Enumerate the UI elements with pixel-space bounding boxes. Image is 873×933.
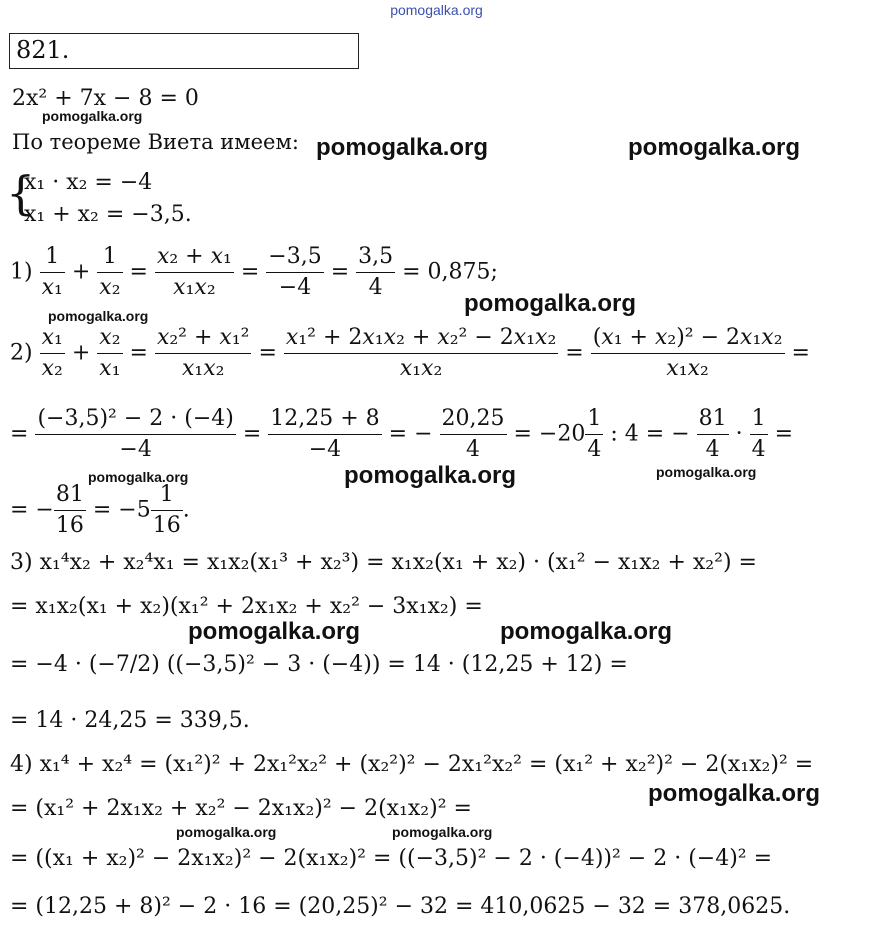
part1-expression: 1) $\frac{1}{\text{x₁}}$ + $\frac{1}{\text{x₂}}$ = $\frac{\text{x₂ + x₁}}{\text{x₁x₂}}$ = $\frac{-3,5}{-4}$ = $\frac{3,5}{4}$ = 0,875; (10, 244, 498, 300)
watermark: pomogalka.org (464, 290, 637, 317)
watermark: pomogalka.org (88, 469, 189, 485)
watermark: pomogalka.org (176, 824, 277, 840)
watermark: pomogalka.org (344, 462, 517, 489)
watermark: pomogalka.org (628, 134, 801, 161)
system-brace: { (6, 166, 36, 220)
system-eq-1: x₁ · x₂ = −4 (24, 170, 153, 195)
part4-line1: 4) x₁⁴ + x₂⁴ = (x₁²)² + 2x₁²x₂² + (x₂²)² − 2x₁²x₂² = (x₁² + x₂²)² − 2(x₁x₂)² = (10, 752, 814, 777)
site-watermark-top: pomogalka.org (390, 2, 483, 18)
part4-line2: = (x₁² + 2x₁x₂ + x₂² − 2x₁x₂)² − 2(x₁x₂)² = (10, 796, 472, 821)
watermark: pomogalka.org (48, 308, 149, 324)
part2-line1: 2) $\frac{\text{x₁}}{\text{x₂}}$ + $\frac{\text{x₂}}{\text{x₁}}$ = $\frac{\text{x₂² + x₁²}}{\text{x₁x₂}}$ = $\frac{\text{x₁² + 2x₁x₂ + x₂² − 2x₁x₂}}{\text{x₁x₂}}$ = $\frac{\text{(x₁ + x₂)² − 2x₁x₂}}{\text{x₁x₂}}$ = (10, 325, 810, 381)
watermark: pomogalka.org (188, 618, 361, 645)
problem-number: 821. (16, 36, 70, 64)
part3-line1: 3) x₁⁴x₂ + x₂⁴x₁ = x₁x₂(x₁³ + x₂³) = x₁x₂(x₁ + x₂) · (x₁² − x₁x₂ + x₂²) = (10, 550, 757, 575)
watermark: pomogalka.org (42, 108, 143, 124)
equation: 2x² + 7x − 8 = 0 (12, 86, 199, 111)
part4-line4: = (12,25 + 8)² − 2 · 16 = (20,25)² − 32 = 410,0625 − 32 = 378,0625. (10, 894, 791, 919)
part2-line2: = $\frac{\text{(−3,5)² − 2 · (−4)}}{-4}$ = $\frac{12,25 + 8}{-4}$ = − $\frac{20,25}{4}$ = −20 $\frac{1}{4}$ : 4 = − $\frac{81}{4}$ · $\frac{1}{4}$ = (10, 406, 794, 462)
part3-line2: = x₁x₂(x₁ + x₂)(x₁² + 2x₁x₂ + x₂² − 3x₁x₂) = (10, 594, 483, 619)
problem-number-box (9, 33, 359, 69)
part3-line4: = 14 · 24,25 = 339,5. (10, 708, 250, 733)
part3-line3: = −4 · (−7/2) ((−3,5)² − 3 · (−4)) = 14 · (12,25 + 12) = (10, 652, 628, 677)
watermark: pomogalka.org (500, 618, 673, 645)
system-eq-2: x₁ + x₂ = −3,5. (24, 202, 192, 227)
vieta-intro: По теореме Виета имеем: (12, 130, 299, 154)
part4-line3: = ((x₁ + x₂)² − 2x₁x₂)² − 2(x₁x₂)² = ((−3,5)² − 2 · (−4))² − 2 · (−4)² = (10, 846, 773, 871)
watermark: pomogalka.org (316, 134, 489, 161)
watermark: pomogalka.org (656, 464, 757, 480)
watermark: pomogalka.org (392, 824, 493, 840)
part2-line3: = − $\frac{81}{16}$ = −5 $\frac{1}{16}$ . (10, 482, 190, 538)
watermark: pomogalka.org (648, 780, 821, 807)
